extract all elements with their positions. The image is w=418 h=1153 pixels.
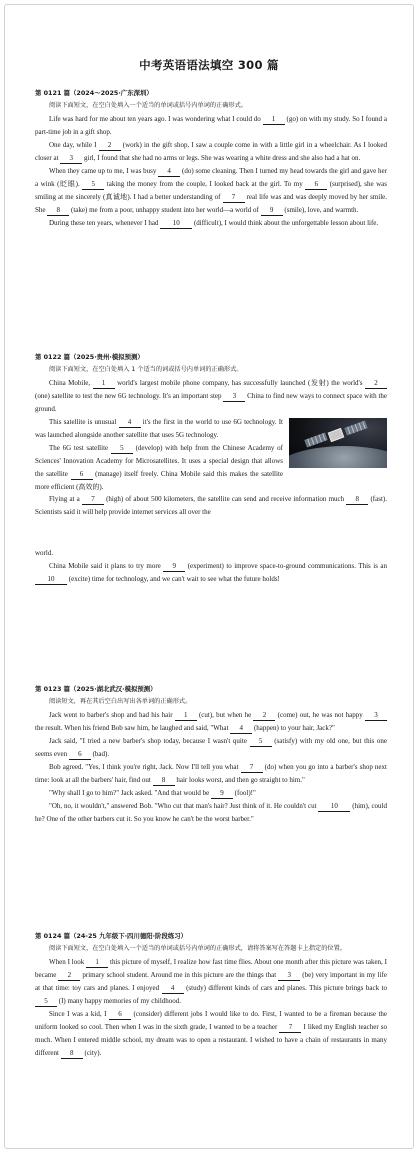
passage-text: (him), could he? One of the other barbers cut it. So you know he can't be the worst barber." bbox=[35, 801, 388, 823]
answer-blank-8[interactable]: 8 bbox=[346, 495, 368, 505]
passage-text: The 6G test satellite bbox=[49, 443, 111, 452]
passage-text: this picture of myself, I realize how fast time flies. About one month after this picture was taken, I became bbox=[35, 958, 388, 980]
passage-paragraph bbox=[35, 113, 387, 139]
answer-blank-4[interactable]: 4 bbox=[158, 167, 180, 177]
passage-text: During these ten years, whenever I had bbox=[49, 218, 161, 227]
answer-blank-5[interactable]: 5 bbox=[250, 737, 272, 747]
passage-text: (one) satellite to test the new 6G technology. It's an important step bbox=[35, 392, 224, 401]
passage-text: (high) of about 500 kilometers, the satellite can send and receive information much bbox=[103, 495, 347, 504]
passage-text: Flying at a bbox=[49, 495, 82, 504]
answer-blank-6[interactable]: 6 bbox=[109, 1010, 131, 1020]
passage-text: (consider) different jobs I would like to do. First, I wanted to be a fireman because the uniform looked so cool. Then when I was in the sixth grade, I wanted to be a teacher bbox=[35, 1009, 387, 1031]
answer-blank-3[interactable]: 3 bbox=[278, 971, 300, 981]
passage-text: hair looks worst, and then go straight to him." bbox=[174, 775, 305, 784]
passage-text: (do) some cleaning. Then I turned my head towards the girl and gave her a wink (眨眼). bbox=[35, 166, 387, 188]
passage-text: (I) many happy memories of my childhood. bbox=[57, 997, 182, 1006]
passage-text: When they came up to me, I was busy bbox=[49, 166, 159, 175]
passage-text: (come) out, he was not happy bbox=[275, 711, 365, 720]
answer-blank-8[interactable]: 8 bbox=[153, 776, 175, 786]
passage-text: China Mobile, bbox=[49, 379, 93, 388]
passage-text: Since I was a kid, I bbox=[49, 1009, 109, 1018]
passage-instruction: 阅读下面短文，在空白处填入一个适当的单词或括号内单词的正确形式。 bbox=[49, 102, 247, 110]
passage-text: (fast). Scientists said it will help provide internet services all over the bbox=[35, 495, 387, 517]
passage-text: (do) when you go into a barber's shop next time: look at all the barbers' hair, find out bbox=[35, 762, 387, 784]
passage-text: "Oh, no, it wouldn't," answered Bob. "Who cut that man's hair? Just think of it. He couldn't cut bbox=[49, 801, 319, 810]
answer-blank-5[interactable]: 5 bbox=[111, 444, 133, 454]
passage-text: taking the money from the couple, I looked back at the girl. To my bbox=[104, 179, 306, 188]
document-page bbox=[4, 4, 414, 1149]
passage-text: real life was and was deeply moved by her smile. She bbox=[35, 192, 387, 214]
passage-paragraph bbox=[35, 735, 387, 761]
passage-text: (be) very important in my life at that time: toy cars and planes. I enjoyed bbox=[35, 971, 387, 993]
answer-blank-8[interactable]: 8 bbox=[47, 206, 69, 216]
passage-text: (bad). bbox=[90, 750, 110, 759]
passage-text: (smile), love, and warmth. bbox=[282, 205, 359, 214]
passage-text: (manage) itself freely. China Mobile said this makes the satellite more efficient (高效的). bbox=[35, 469, 284, 491]
passage-text: the result. When his friend Bob saw him, he laughed and said, "What bbox=[35, 724, 231, 733]
answer-blank-10[interactable]: 10 bbox=[318, 802, 350, 812]
answer-blank-5[interactable]: 5 bbox=[82, 180, 104, 190]
passage-text: girl, I found that she had no arms or legs. She was wearing a white dress and she also had a hat on. bbox=[82, 154, 361, 163]
passage-paragraph bbox=[35, 787, 387, 800]
passage-text: (work) in the gift shop, I saw a couple come in with a little girl in a wheelchair. As I looked closer at bbox=[35, 141, 387, 163]
answer-blank-9[interactable]: 9 bbox=[261, 206, 283, 216]
passage-text: Jack said, "I tried a new barber's shop today, because I wasn't quite bbox=[49, 737, 250, 746]
answer-blank-7[interactable]: 7 bbox=[223, 193, 245, 203]
answer-blank-3[interactable]: 3 bbox=[365, 711, 387, 721]
answer-blank-2[interactable]: 2 bbox=[99, 141, 121, 151]
passage-paragraph bbox=[35, 377, 387, 416]
passage-text: (satisfy) with my old one, but this one seems even bbox=[35, 737, 387, 759]
passage-0124 bbox=[35, 930, 387, 1060]
passage-text: world's largest mobile phone company, has successfully launched (发射) the world's bbox=[114, 379, 365, 388]
passage-text: it's the first in the world to use 6G technology. It was launched alongside another satellite that uses 5G technology. bbox=[35, 418, 283, 439]
passage-instruction: 阅读下面短文，在空白处填入一个适当的单词或括号内单词的正确形式，请将答案写在答题卡上指定的位置。 bbox=[49, 945, 346, 953]
passage-text: I liked my English teacher so much. When I entered middle school, my dream was to open a restaurant. I wished to have a chain of restaurants in many different bbox=[35, 1022, 387, 1057]
answer-blank-10[interactable]: 10 bbox=[160, 219, 192, 229]
passage-text: This satellite is unusual bbox=[49, 418, 119, 427]
passage-instruction: 阅读下面短文，在空白处填入 1 个适当的词或括号内单词的正确形式。 bbox=[49, 366, 243, 374]
passage-paragraph bbox=[35, 165, 387, 217]
answer-blank-4[interactable]: 4 bbox=[230, 724, 252, 734]
passage-text: China Mobile said it plans to try more bbox=[49, 562, 164, 571]
passage-text: Bob agreed. "Yes, I think you're right, Jack. Now I'll tell you what bbox=[49, 762, 241, 771]
passage-text: (cut), but when he bbox=[196, 711, 254, 720]
passage-paragraph bbox=[35, 1008, 387, 1060]
passage-paragraph bbox=[35, 217, 387, 230]
passage-text: (fool)!" bbox=[232, 788, 256, 797]
passage-text: China to find new ways to connect space with the ground. bbox=[35, 392, 388, 414]
passage-paragraph bbox=[35, 956, 387, 1008]
answer-blank-1[interactable]: 1 bbox=[263, 115, 285, 125]
passage-text: (go) on with my study. So I found a part-time job in a gift shop. bbox=[35, 115, 387, 137]
passage-paragraph bbox=[35, 416, 387, 442]
passage-paragraph bbox=[35, 800, 387, 826]
answer-blank-7[interactable]: 7 bbox=[241, 763, 263, 773]
answer-blank-10[interactable]: 10 bbox=[35, 575, 67, 585]
passage-heading: 第 0124 篇（24-25 九年级下·四川德阳·阶段练习） bbox=[35, 932, 188, 940]
answer-blank-2[interactable]: 2 bbox=[253, 711, 275, 721]
passage-paragraph bbox=[35, 761, 387, 787]
passage-paragraph bbox=[35, 139, 387, 165]
passage-text: world. bbox=[35, 549, 54, 558]
passage-text: primary school student. Around me in this picture are the things that bbox=[80, 971, 279, 980]
satellite-body bbox=[328, 428, 345, 442]
passage-instruction: 阅读短文，再在其后空白出写出各单词的正确形式。 bbox=[49, 698, 192, 706]
solar-panel-left bbox=[304, 433, 327, 448]
passage-text: When I look bbox=[49, 958, 87, 967]
passage-text: (city). bbox=[82, 1048, 102, 1057]
passage-text: (happen) to your hair, Jack?" bbox=[252, 724, 335, 733]
answer-blank-2[interactable]: 2 bbox=[365, 379, 387, 389]
answer-blank-5[interactable]: 5 bbox=[35, 997, 57, 1007]
answer-blank-7[interactable]: 7 bbox=[82, 495, 104, 505]
passage-0121 bbox=[35, 87, 387, 229]
passage-text: (develop) with help from the Chinese Academy of Sciences' Innovation Academy for Microsatellites. It uses a special design that allows the satellite bbox=[35, 443, 283, 478]
document-title: 中考英语语法填空 300 篇 bbox=[139, 58, 279, 72]
answer-blank-3[interactable]: 3 bbox=[60, 154, 82, 164]
passage-text: Life was hard for me about ten years ago. I was wondering what I could do bbox=[49, 115, 263, 124]
answer-blank-1[interactable]: 1 bbox=[93, 379, 115, 389]
earth-shape bbox=[289, 446, 387, 468]
answer-blank-2[interactable]: 2 bbox=[58, 971, 80, 981]
satellite-image bbox=[289, 418, 387, 468]
answer-blank-8[interactable]: 8 bbox=[61, 1049, 83, 1059]
passage-0123 bbox=[35, 683, 387, 825]
passage-paragraph bbox=[35, 560, 387, 586]
passage-text: (difficult), I would think about the unforgettable lesson about life. bbox=[192, 218, 379, 227]
passage-heading: 第 0122 篇（2025·贵州·模拟预测） bbox=[35, 353, 144, 361]
passage-text: (experiment) to improve space-to-ground communications. This is an bbox=[185, 562, 387, 571]
answer-blank-4[interactable]: 4 bbox=[162, 984, 184, 994]
answer-blank-1[interactable]: 1 bbox=[175, 711, 197, 721]
answer-blank-6[interactable]: 6 bbox=[305, 180, 327, 190]
passage-text: (study) different kinds of cars and planes. This picture brings back to bbox=[183, 984, 387, 993]
passage-heading: 第 0123 篇（2025·湖北武汉·模拟预测） bbox=[35, 685, 157, 693]
passage-heading: 第 0121 篇（2024～2025·广东深圳） bbox=[35, 89, 153, 97]
answer-blank-6[interactable]: 6 bbox=[71, 470, 93, 480]
passage-paragraph bbox=[35, 709, 387, 735]
answer-blank-7[interactable]: 7 bbox=[279, 1023, 301, 1033]
passage-text: (excite) time for technology, and we can't wait to see what the future holds! bbox=[67, 575, 280, 584]
passage-paragraph bbox=[35, 493, 387, 519]
answer-blank-3[interactable]: 3 bbox=[223, 392, 245, 402]
answer-blank-9[interactable]: 9 bbox=[211, 789, 233, 799]
answer-blank-1[interactable]: 1 bbox=[86, 958, 108, 968]
passage-0122 bbox=[35, 351, 387, 586]
answer-blank-9[interactable]: 9 bbox=[163, 562, 185, 572]
answer-blank-4[interactable]: 4 bbox=[119, 418, 141, 428]
answer-blank-6[interactable]: 6 bbox=[69, 750, 91, 760]
passage-text: (take) me from a poor, unhappy student into her world—a world of bbox=[69, 205, 261, 214]
passage-text: Jack went to barber's shop and had his hair bbox=[49, 711, 175, 720]
passage-paragraph bbox=[35, 547, 387, 560]
passage-text: "Why shall I go to him?" Jack asked. "And that would be bbox=[49, 788, 211, 797]
passage-text: (surprised), she was smiling at me sincerely (真诚地). I had a better understanding of bbox=[35, 179, 387, 201]
passage-text: One day, while I bbox=[49, 141, 99, 150]
solar-panel-right bbox=[344, 421, 367, 436]
